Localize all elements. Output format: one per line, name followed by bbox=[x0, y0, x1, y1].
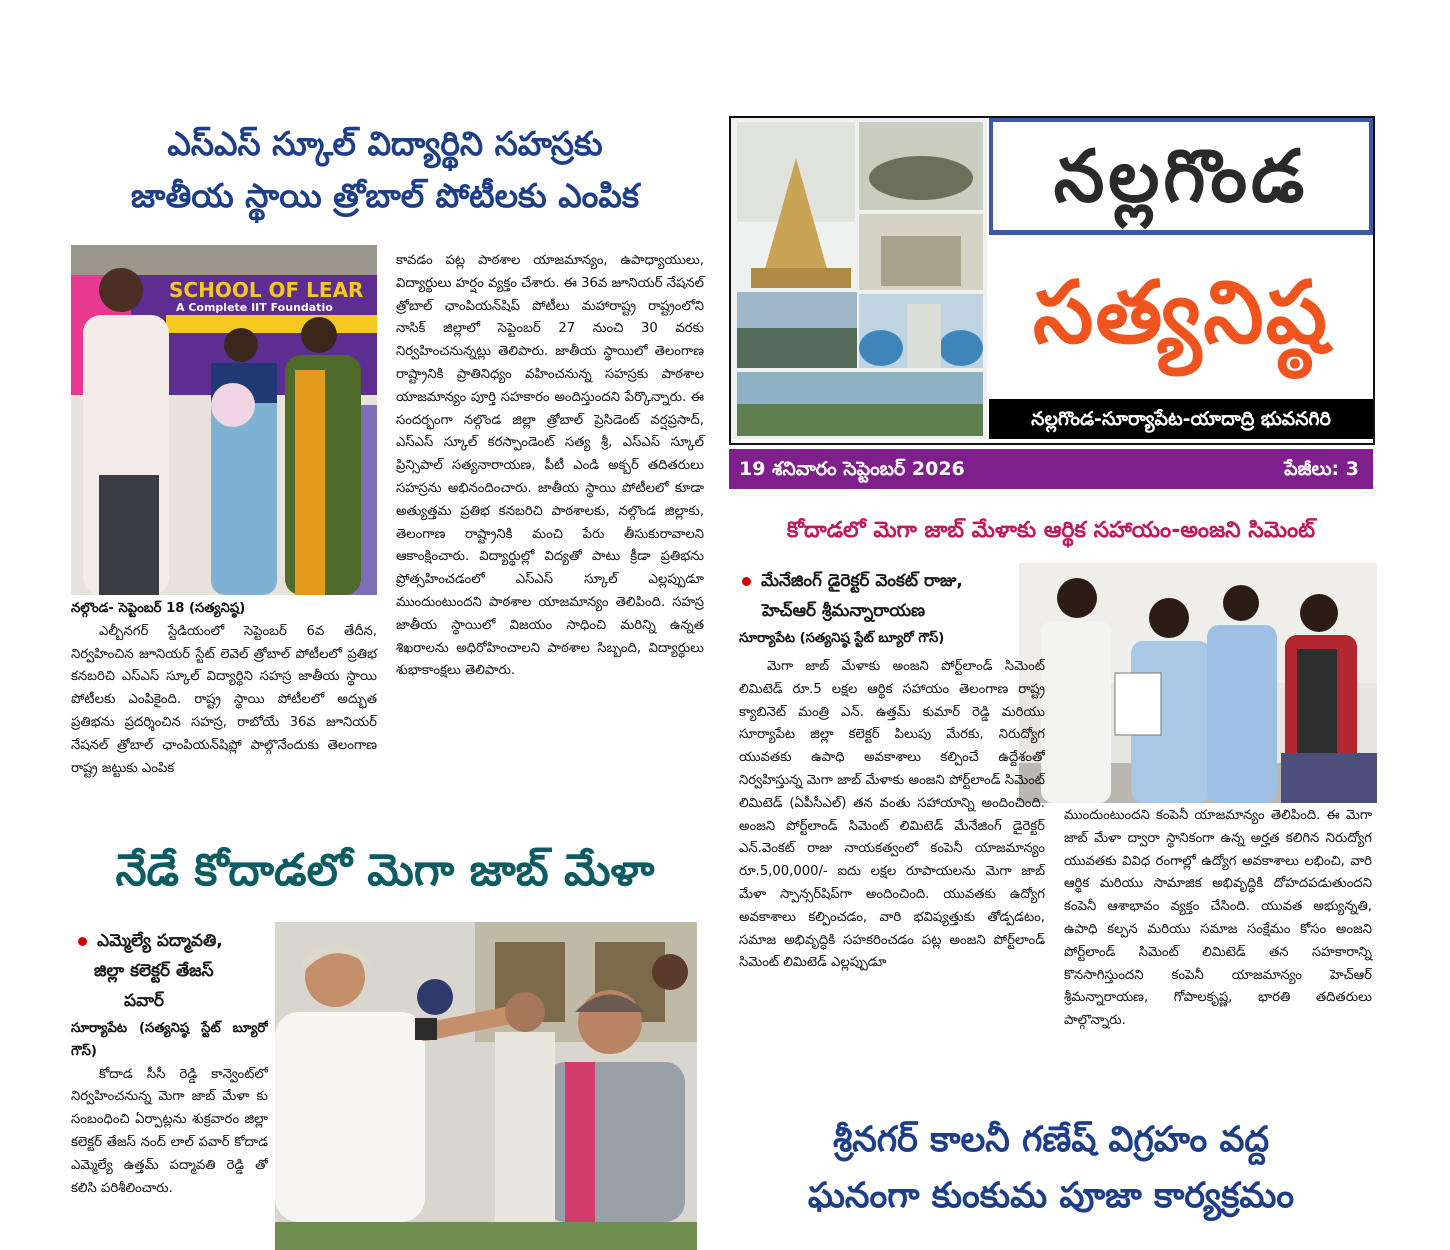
article1-col2-body: కావడం పట్ల పాఠశాల యాజమాన్యం, ఉపాధ్యాయులు, విద్యార్థులు హర్షం వ్యక్తం చేశారు. ఈ 36వ జూనియర్ నేషనల్ త్రోబాల్ ఛాంపియన్‌షిప్ పోటీలు మహారాష్ట్ర రాష్ట్రంలోని నాసిక్ జిల్లాలో సెప్టెంబర్ 27 నుంచి 30 వరకు నిర్వహించనున్నట్లు తెలిపారు. జాతీయ స్థాయిలో తెలంగాణ రాష్ట్రానికి ప్రాతినిధ్యం వహించనున్న సహస్రకు పాఠశాల యాజమాన్యం పూర్తి సహకారం అందిస్తుందని పేర్కొన్నారు. ఈ సందర్భంగా నల్గొండ జిల్లా త్రోబాల్ ప్రెసిడెంట్ వర్షప్రసాద్, ఎస్ఎస్ స్కూల్ కరస్పాండెంట్ సత్య శ్రీ, ఎస్ఎస్ స్కూల్ ప్రిన్సిపాల్ సత్యనారాయణ, పీటీ ఎండి అక్బర్ తదితరులు సహస్రను అభినందించారు. జాతీయ స్థాయి పోటీలలో కూడా అత్యుత్తమ ప్రతిభ కనబరిచి పాఠశాలకు, నల్గొండ జిల్లాకు, తెలంగాణ రాష్ట్రానికి మంచి పేరు తీసుకురావాలని ఆకాంక్షించారు. విద్యార్థుల్లో విద్యతో పాటు క్రీడా ప్రతిభను ప్రోత్సహించడంలో ఎస్ఎస్ స్కూల్ ఎల్లప్పుడూ ముందుంటుందని పాఠశాల యాజమాన్యం తెలిపింది. సహస్ర జాతీయ స్థాయిలో విజయం సాధించి మరిన్ని ఉన్నత శిఖరాలను అధిరోహించాలని పాఠశాల సిబ్బంది, విద్యార్థులు శుభాకాంక్షలు తెలిపారు. bbox=[396, 253, 704, 679]
issue-date: 19 శనివారం సెప్టెంబర్ 2026 bbox=[739, 458, 965, 480]
article2-col1-body: మెగా జాబ్ మేళాకు అంజని పోర్ట్‌లాండ్ సిమెంట్ లిమిటెడ్ రూ.5 లక్షల ఆర్థిక సహాయం తెలంగాణ రాష్ట్ర క్యాబినెట్ మంత్రి ఎన్. ఉత్తమ్ కుమార్ రెడ్డి మరియు సూర్యాపేట జిల్లా కలెక్టర్ పిలుపు మేరకు, నిరుద్యోగ యువతకు ఉపాధి అవకాశాలు కల్పించే ఉద్దేశంతో నిర్వహిస్తున్న మెగా జాబ్ మేళాకు అంజని పోర్ట్‌లాండ్ సిమెంట్ లిమిటెడ్ (ఏపీసీఎల్) తన వంతు సహాయాన్ని అందించింది. అంజని పోర్ట్‌లాండ్ సిమెంట్ లిమిటెడ్ మేనేజింగ్ డైరెక్టర్ ఎన్.వెంకట్ రాజు నాయకత్వంలో కంపెనీ యాజమాన్యం రూ.5,00,000/- ఐదు లక్షల రూపాయలను మెగా జాబ్ మేళా స్పాన్సర్‌షిప్‌గా అందించింది. యువతకు ఉద్యోగ అవకాశాలు కల్పించడం, వారి భవిష్యత్తుకు తోడ్పడటం, సమాజ అభివృద్ధికి సహకరించడం పట్ల అంజని పోర్ట్‌లాండ్ సిమెంట్ లిమిటెడ్ ఎల్లప్పుడూ bbox=[739, 659, 1045, 971]
masthead bbox=[729, 116, 1375, 445]
article4-headline-line1: శ్రీనగర్ కాలనీ గణేష్ విగ్రహం వద్ద bbox=[832, 1120, 1270, 1160]
article2-headline: కోదాడలో మెగా జాబ్ మేళాకు ఆర్థిక సహాయం-అంజని సిమెంట్ bbox=[786, 518, 1316, 543]
article3-subheads bbox=[78, 926, 268, 1016]
article3-headline: నేడే కోదాడలో మెగా జాబ్ మేళా bbox=[115, 845, 655, 896]
article3-dateline: సూర్యాపేట (సత్యనిష్ఠ స్టేట్ బ్యూరో గౌస్) bbox=[71, 1021, 268, 1059]
masthead-title-line2: సత్యనిష్ఠ bbox=[1033, 263, 1329, 363]
masthead-title-box bbox=[993, 122, 1369, 230]
article1-dateline: నల్గొండ- సెప్టెంబర్ 18 (సత్యనిష్ఠ) bbox=[71, 601, 246, 616]
article2-col2-body: ముందుంటుందని కంపెనీ యాజమాన్యం తెలిపింది. ఈ మెగా జాబ్ మేళా ద్వారా స్థానికంగా ఉన్న అర్హత కలిగిన నిరుద్యోగ యువతకు వివిధ రంగాల్లో ఉద్యోగ అవకాశాలు లభించి, వారి ఆర్థిక మరియు సామాజిక అభివృద్ధికి దోహదపడుతుందని కంపెనీ ఆశాభావం వ్యక్తం చేసింది. యువత అభ్యున్నతి, ఉపాధి కల్పన మరియు సమాజ సంక్షేమం కోసం అంజని పోర్ట్‌లాండ్ సిమెంట్ లిమిటెడ్ తన సహకారాన్ని కొనసాగిస్తుందని కంపెనీ యాజమాన్యం హెచ్ఆర్ శ్రీమన్నారాయణ, గోపాలకృష్ణ, భారతి తదితరులు పాల్గొన్నారు. bbox=[1064, 808, 1372, 1029]
page-count: పేజీలు: 3 bbox=[1284, 458, 1359, 480]
article3-column bbox=[71, 1018, 268, 1250]
article2-photo-image bbox=[1019, 563, 1377, 803]
article2-photo bbox=[1019, 563, 1377, 803]
article3-subhead-2: జిల్లా కలెక్టర్ తేజస్ bbox=[94, 961, 214, 981]
article1-headline-line1: ఎస్ఎస్ స్కూల్ విద్యార్థిని సహస్రకు bbox=[167, 124, 603, 163]
article3-photo-image bbox=[275, 922, 697, 1250]
article2-column1 bbox=[739, 656, 1045, 1051]
article3-body: కోదాడ సీసీ రెడ్డి కాన్వెంట్‌లో నిర్వహించనున్న మెగా జాబ్ మేళా కు సంబంధించి ఏర్పాట్లను శుక్రవారం జిల్లా కలెక్టర్ తేజస్ నంద్ లాల్ పవార్ కోదాడ ఎమ్మెల్యే ఉత్తమ్ పద్మావతి రెడ్డి తో కలిసి పరిశీలించారు. bbox=[71, 1066, 268, 1196]
article2-subhead-1-text: మేనేజింగ్ డైరెక్టర్ వెంకట్ రాజు, bbox=[761, 571, 963, 591]
article2-subhead-1 bbox=[742, 566, 1012, 596]
bullet-icon bbox=[78, 937, 87, 946]
article3-subhead-1 bbox=[78, 926, 268, 956]
article1-headline bbox=[60, 118, 710, 222]
article2-column2 bbox=[1064, 805, 1372, 1033]
article2-subhead-2: హెచ్ఆర్ శ్రీమన్నారాయణ bbox=[762, 601, 926, 621]
masthead-collage bbox=[731, 118, 987, 439]
article4-headline bbox=[729, 1112, 1373, 1224]
date-band bbox=[729, 449, 1373, 489]
masthead-subtitle: నల్లగొండ-సూర్యాపేట-యాదాద్రి భువనగిరి bbox=[989, 399, 1373, 439]
article3-photo bbox=[275, 922, 697, 1250]
article1-photo bbox=[71, 245, 377, 595]
bullet-icon bbox=[742, 577, 751, 586]
article2-dateline: సూర్యాపేట (సత్యనిష్ఠ స్టేట్ బ్యూరో గౌస్) bbox=[739, 631, 945, 646]
article1-headline-line2: జాతీయ స్థాయి త్రోబాల్ పోటీలకు ఎంపిక bbox=[130, 176, 640, 215]
article1-column1 bbox=[71, 598, 377, 780]
article4-headline-line2: ఘనంగా కుంకుమ పూజా కార్యక్రమం bbox=[807, 1176, 1295, 1216]
article1-col1-body: ఎల్బీనగర్ స్టేడియంలో సెప్టెంబర్ 6వ తేదీన, నిర్వహించిన జూనియర్ స్టేట్ లెవెల్ త్రోబాల్ పోటీలలో ప్రతిభ కనబరిచి ఎస్ఎస్ స్కూల్ విద్యార్థిని సహస్ర జాతీయ స్థాయి పోటీలకు ఎంపికైంది. రాష్ట్ర స్థాయి పోటీలలో అద్భుత ప్రతిభను ప్రదర్శించిన సహస్ర, రాబోయే 36వ జూనియర్ నేషనల్ త్రోబాల్ ఛాంపియన్‌షిప్లో పాల్గొనేందుకు తెలంగాణ రాష్ట్ర జట్టుకు ఎంపిక bbox=[71, 623, 377, 776]
article3-subhead-1-text: ఎమ్మెల్యే పద్మావతి, bbox=[97, 931, 223, 951]
article2-column1-top bbox=[739, 628, 1011, 651]
masthead-title-line1: నల్లగొండ bbox=[1053, 134, 1309, 218]
article2-subheads bbox=[742, 566, 1012, 626]
photo-banner-title: SCHOOL OF LEAR bbox=[169, 278, 364, 302]
article3-subhead-3: పవార్ bbox=[124, 991, 164, 1011]
photo-banner-subtitle: A Complete IIT Foundatio bbox=[176, 301, 333, 314]
article1-column2 bbox=[396, 250, 704, 683]
